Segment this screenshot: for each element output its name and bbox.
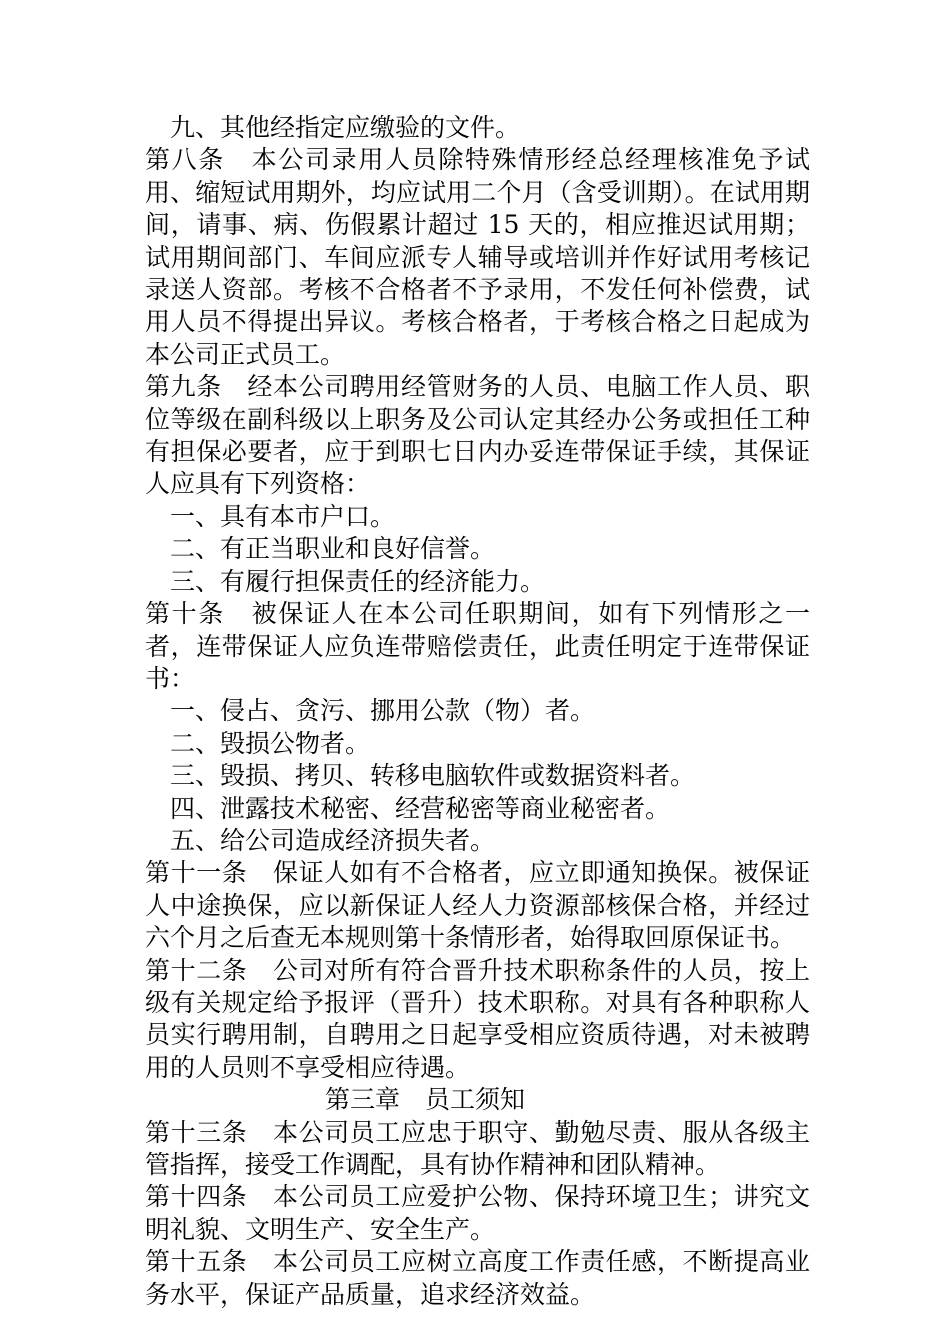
article-9: 第九条 经本公司聘用经管财务的人员、电脑工作人员、职位等级在副科级以上职务及公司认定其经办公务或担任工种有担保必要者，应于到职七日内办妥连带保证手续，其保证人应具有下列资格： — [145, 372, 810, 499]
article-8: 第八条 本公司录用人员除特殊情形经总经理核准免予试用、缩短试用期外，均应试用二个月（含受训期）。在试用期间，请事、病、伤假累计超过 15 天的，相应推迟试用期；试用期间部门、车间应派专人辅导或培训并作好试用考核记录送人资部。考核不合格者不予录用，不发任何补偿费，试用人员不得提出异议。考核合格者，于考核合格之日起成为本公司正式员工。 — [145, 145, 810, 369]
article-13: 第十三条 本公司员工应忠于职守、勤勉尽责、服从各级主管指挥，接受工作调配，具有协作精神和团队精神。 — [145, 1117, 810, 1179]
list-item: 三、有履行担保责任的经济能力。 — [170, 566, 546, 596]
document-body — [145, 112, 810, 1311]
list-item: 三、毁损、拷贝、转移电脑软件或数据资料者。 — [170, 761, 696, 791]
list-item: 五、给公司造成经济损失者。 — [170, 825, 496, 855]
list-item: 二、毁损公物者。 — [170, 728, 371, 758]
article-15: 第十五条 本公司员工应树立高度工作责任感，不断提高业务水平，保证产品质量，追求经济效益。 — [145, 1247, 810, 1309]
chapter-heading: 第三章 员工须知 — [325, 1085, 526, 1115]
list-item: 二、有正当职业和良好信誉。 — [170, 534, 496, 564]
list-item: 四、泄露技术秘密、经营秘密等商业秘密者。 — [170, 793, 671, 823]
article-10: 第十条 被保证人在本公司任职期间，如有下列情形之一者，连带保证人应负连带赔偿责任，此责任明定于连带保证书： — [145, 599, 810, 693]
article-12: 第十二条 公司对所有符合晋升技术职称条件的人员，按上级有关规定给予报评（晋升）技术职称。对具有各种职称人员实行聘用制，自聘用之日起享受相应资质待遇，对未被聘用的人员则不享受相应待遇。 — [145, 955, 810, 1082]
list-item: 九、其他经指定应缴验的文件。 — [170, 113, 521, 142]
article-14: 第十四条 本公司员工应爱护公物、保持环境卫生；讲究文明礼貌、文明生产、安全生产。 — [145, 1182, 810, 1244]
article-11: 第十一条 保证人如有不合格者，应立即通知换保。被保证人中途换保，应以新保证人经人力资源部核保合格，并经过六个月之后查无本规则第十条情形者，始得取回原保证书。 — [145, 858, 810, 953]
list-item: 一、具有本市户口。 — [170, 501, 396, 531]
list-item: 一、侵占、贪污、挪用公款（物）者。 — [170, 696, 596, 726]
